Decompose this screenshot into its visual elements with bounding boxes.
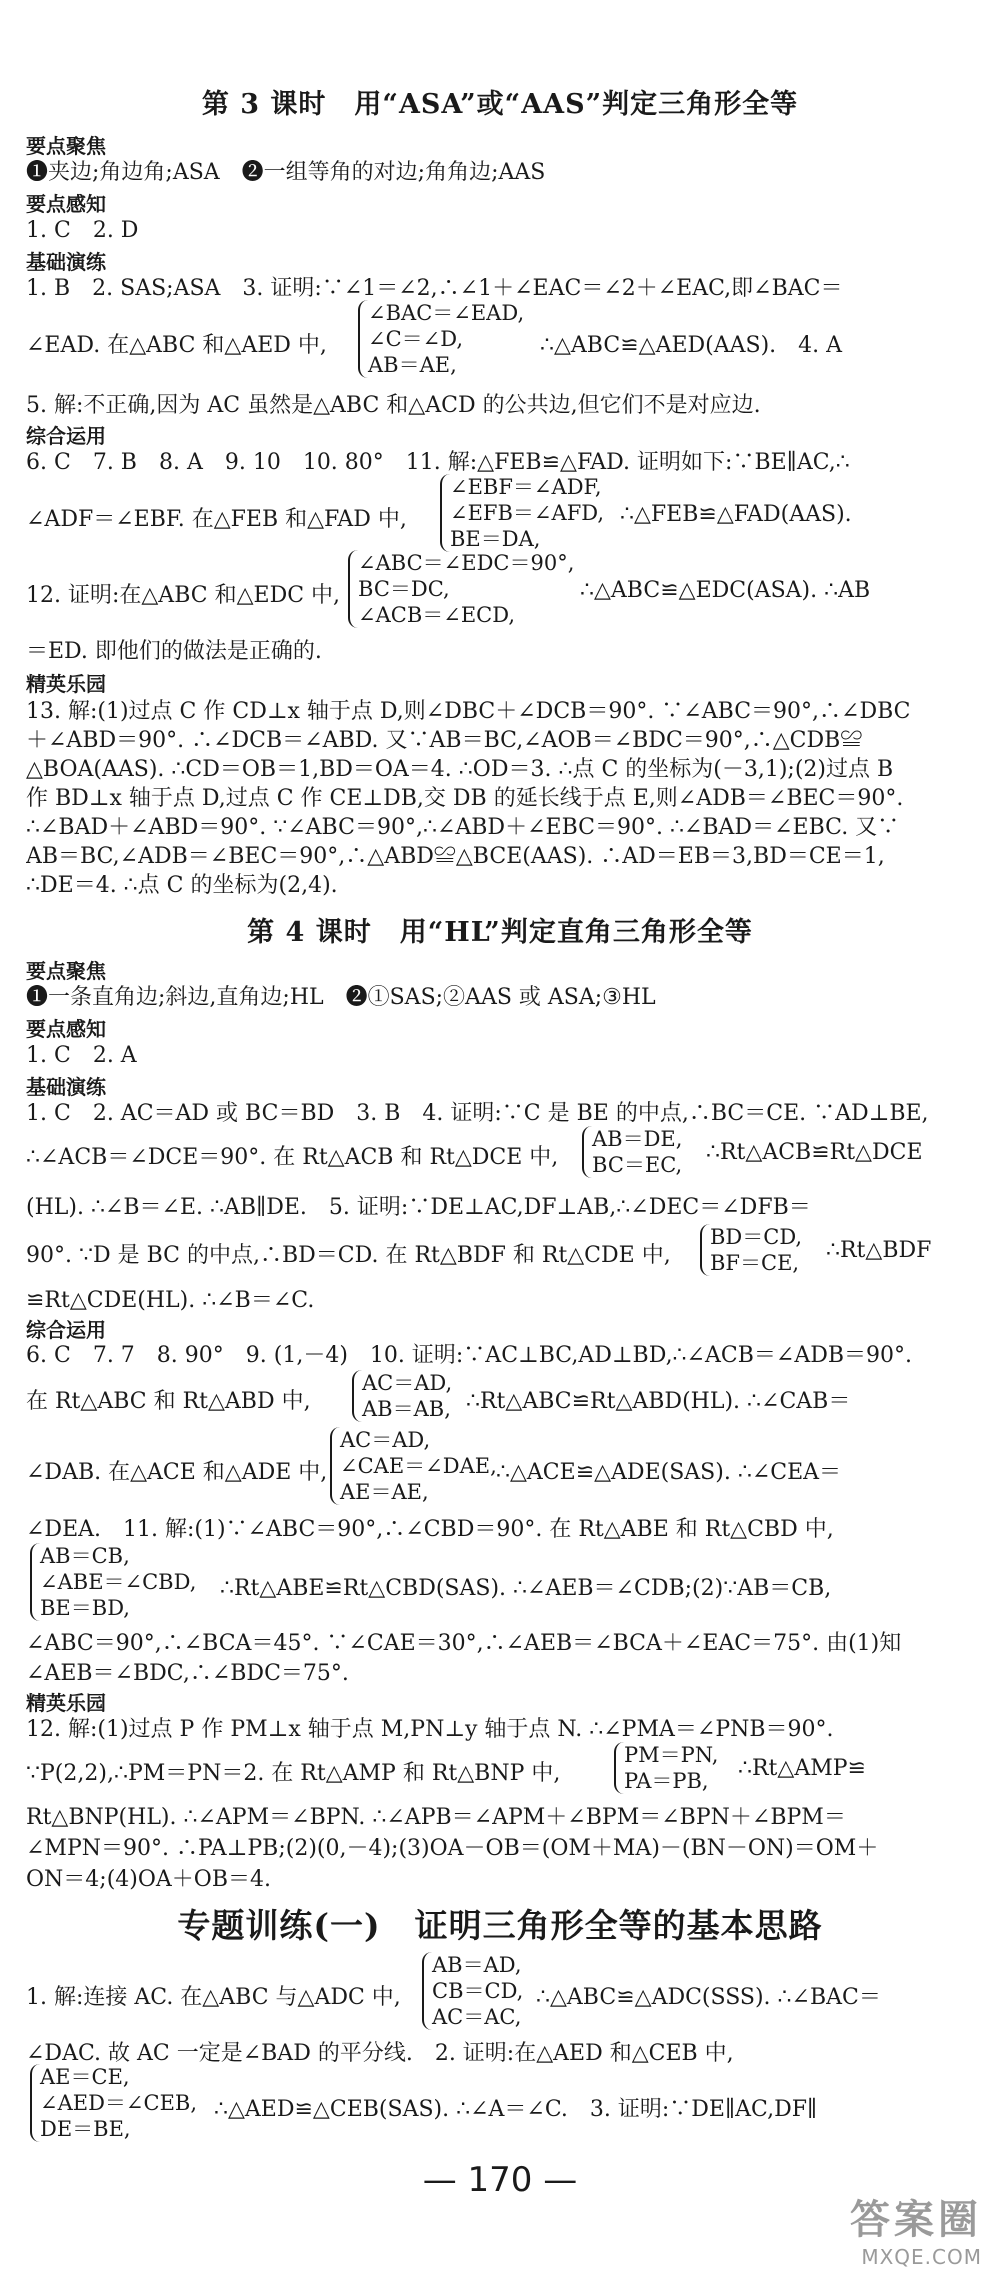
watermark-logo	[850, 2188, 982, 2269]
equation-row: CB＝CD,	[432, 1979, 524, 2003]
lesson4-apply-line-2a: 在 Rt△ABC 和 Rt△ABD 中,	[26, 1389, 311, 1414]
special1-title: 专题训练(一) 证明三角形全等的基本思路	[177, 1906, 823, 1945]
lesson4-apply-equation-system-3	[30, 1543, 196, 1621]
lesson3-apply-line-2a: ∠ADF＝∠EBF. 在△FEB 和△FAD 中,	[26, 507, 407, 532]
lesson4-apply-line-3a: ∠DAB. 在△ACE 和△ADE 中,	[26, 1460, 328, 1485]
lesson3-basic-equation-system	[358, 300, 524, 378]
equation-row: ∠ABC＝∠EDC＝90°,	[358, 551, 575, 575]
lesson4-apply-line-4: ∠DEA. 11. 解:(1)∵∠ABC＝90°,∴∠CBD＝90°. 在 Rt△ABE 和 Rt△CBD 中,	[26, 1517, 834, 1542]
watermark-url: MXQE.COM	[861, 2245, 982, 2269]
equation-row: AB＝AE,	[368, 353, 457, 377]
lesson4-elite-line-2b: ∴Rt△AMP≌	[738, 1756, 866, 1781]
lesson4-basic-equation-system	[582, 1126, 682, 1178]
lesson4-apply-line-6: ∠ABC＝90°,∴∠BCA＝45°. ∵∠CAE＝30°,∴∠AEB＝∠BCA＋∠EAC＝75°. 由(1)知	[26, 1631, 902, 1656]
lesson4-elite-equation-system	[614, 1742, 718, 1794]
lesson3-elite-heading: 精英乐园	[26, 672, 106, 696]
equation-row: ∠CAE＝∠DAE,	[340, 1454, 497, 1478]
lesson3-apply-line-4: ＝ED. 即他们的做法是正确的.	[26, 639, 322, 664]
lesson4-basic-equation-system-2	[700, 1224, 802, 1276]
lesson4-apply-line-7: ∠AEB＝∠BDC,∴∠BDC＝75°.	[26, 1661, 349, 1686]
special1-line-2: ∠DAC. 故 AC 一定是∠BAD 的平分线. 2. 证明:在△AED 和△CEB 中,	[26, 2041, 734, 2066]
special1-line-3b: ∴△AED≌△CEB(SAS). ∴∠A＝∠C. 3. 证明:∵DE∥AC,DF∥	[214, 2097, 818, 2122]
lesson4-perceive-text: 1. C 2. A	[26, 1043, 137, 1068]
equation-row: AB＝DE,	[592, 1127, 683, 1151]
page-number: — 170 —	[422, 2160, 578, 2200]
equation-row: BD＝CD,	[710, 1225, 803, 1249]
lesson3-basic-line-2a: ∠EAD. 在△ABC 和△AED 中,	[26, 333, 327, 358]
equation-row: PA＝PB,	[624, 1769, 709, 1793]
lesson3-perceive-text: 1. C 2. D	[26, 218, 139, 243]
lesson3-apply-line-3b: ∴△ABC≌△EDC(ASA). ∴AB	[580, 578, 871, 603]
lesson3-elite-line: ∴DE＝4. ∴点 C 的坐标为(2,4).	[26, 873, 338, 898]
lesson3-basic-heading: 基础演练	[26, 250, 106, 274]
lesson3-basic-line-3: 5. 解:不正确,因为 AC 虽然是△ABC 和△ACD 的公共边,但它们不是对应边.	[26, 393, 761, 418]
lesson4-elite-line-2a: ∵P(2,2),∴PM＝PN＝2. 在 Rt△AMP 和 Rt△BNP 中,	[26, 1761, 561, 1786]
lesson3-focus-text: ❶夹边;角边角;ASA ❷一组等角的对边;角角边;AAS	[26, 160, 546, 185]
equation-row: ∠EFB＝∠AFD,	[450, 501, 605, 525]
lesson4-basic-line-4b: ∴Rt△BDF	[826, 1238, 932, 1263]
lesson3-elite-line: ∴∠BAD＋∠ABD＝90°. ∵∠ABC＝90°,∴∠ABD＋∠EBC＝90°. ∴∠BAD＝∠EBC. 又∵	[26, 815, 900, 840]
watermark-brand: 答案圈	[850, 2197, 982, 2243]
special1-line-1a: 1. 解:连接 AC. 在△ABC 与△ADC 中,	[26, 1985, 401, 2010]
lesson3-title: 第 3 课时 用“ASA”或“AAS”判定三角形全等	[201, 89, 799, 120]
lesson3-focus-heading: 要点聚焦	[26, 134, 106, 158]
equation-row: BE＝BD,	[40, 1596, 130, 1620]
lesson3-apply-equation-system-2	[348, 550, 574, 628]
lesson4-basic-line-2b: ∴Rt△ACB≌Rt△DCE	[706, 1140, 923, 1165]
equation-row: ∠EBF＝∠ADF,	[450, 475, 602, 499]
equation-row: ∠C＝∠D,	[368, 327, 464, 351]
lesson3-elite-line: ＋∠ABD＝90°. ∴∠DCB＝∠ABD. 又∵AB＝BC,∠AOB＝∠BDC＝90°,∴△CDB≌	[26, 728, 863, 753]
equation-row: BC＝EC,	[592, 1153, 683, 1177]
lesson4-apply-line-5b: ∴Rt△ABE≌Rt△CBD(SAS). ∴∠AEB＝∠CDB;(2)∵AB＝CB,	[220, 1576, 832, 1601]
lesson4-focus-heading: 要点聚焦	[26, 959, 106, 983]
equation-row: BC＝DC,	[358, 577, 450, 601]
lesson3-elite-line: AB＝BC,∠ADB＝∠BEC＝90°,∴△ABD≌△BCE(AAS). ∴AD＝EB＝3,BD＝CE＝1,	[26, 844, 885, 869]
equation-row: AB＝AB,	[362, 1397, 451, 1421]
special1-equation-system-2	[30, 2064, 197, 2142]
lesson4-elite-line: ON＝4;(4)OA＋OB＝4.	[26, 1867, 271, 1892]
equation-row: BF＝CE,	[710, 1251, 800, 1275]
equation-row: AB＝CB,	[40, 1544, 130, 1568]
lesson4-basic-line-2a: ∴∠ACB＝∠DCE＝90°. 在 Rt△ACB 和 Rt△DCE 中,	[26, 1145, 559, 1170]
special1-line-1b: ∴△ABC≌△ADC(SSS). ∴∠BAC＝	[536, 1985, 881, 2010]
lesson4-elite-line: Rt△BNP(HL). ∴∠APM＝∠BPN. ∴∠APB＝∠APM＋∠BPM＝∠BPN＋∠BPM＝	[26, 1805, 846, 1830]
lesson4-apply-equation-system-2	[330, 1427, 497, 1505]
equation-row: AC＝AD,	[340, 1428, 431, 1452]
lesson4-basic-heading: 基础演练	[26, 1075, 106, 1099]
equation-row: AB＝AD,	[432, 1953, 522, 1977]
equation-row: ∠BAC＝∠EAD,	[368, 301, 525, 325]
special1-equation-system	[422, 1952, 523, 2030]
lesson3-apply-equation-system	[440, 474, 604, 552]
equation-row: ∠ABE＝∠CBD,	[40, 1570, 197, 1594]
equation-row: AE＝CE,	[40, 2065, 130, 2089]
equation-row: AC＝AD,	[362, 1371, 453, 1395]
equation-row: DE＝BE,	[40, 2117, 131, 2141]
equation-row: ∠AED＝∠CEB,	[40, 2091, 198, 2115]
lesson4-elite-heading: 精英乐园	[26, 1691, 106, 1715]
lesson3-elite-line: 作 BD⊥x 轴于点 D,过点 C 作 CE⊥DB,交 DB 的延长线于点 E,则∠ADB＝∠BEC＝90°.	[26, 786, 904, 811]
lesson4-apply-heading: 综合运用	[26, 1318, 106, 1342]
lesson4-elite-line: ∠MPN＝90°. ∴PA⊥PB;(2)(0,－4);(3)OA－OB＝(OM＋MA)－(BN－ON)＝OM＋	[26, 1836, 879, 1861]
equation-row: AE＝AE,	[340, 1480, 429, 1504]
lesson4-perceive-heading: 要点感知	[26, 1017, 106, 1041]
lesson3-elite-line: 13. 解:(1)过点 C 作 CD⊥x 轴于点 D,则∠DBC＋∠DCB＝90°. ∵∠ABC＝90°,∴∠DBC	[26, 699, 911, 724]
equation-row: AC＝AC,	[432, 2005, 522, 2029]
lesson3-basic-line-2b: ∴△ABC≌△AED(AAS). 4. A	[540, 333, 843, 358]
equation-row: BE＝DA,	[450, 527, 541, 551]
lesson4-basic-line-3: (HL). ∴∠B＝∠E. ∴AB∥DE. 5. 证明:∵DE⊥AC,DF⊥AB,∴∠DEC＝∠DFB＝	[26, 1195, 811, 1220]
lesson3-apply-line-3a: 12. 证明:在△ABC 和△EDC 中,	[26, 583, 341, 608]
lesson4-focus-text: ❶一条直角边;斜边,直角边;HL ❷①SAS;②AAS 或 ASA;③HL	[26, 985, 656, 1010]
lesson4-basic-line-1: 1. C 2. AC＝AD 或 BC＝BD 3. B 4. 证明:∵C 是 BE 的中点,∴BC＝CE. ∵AD⊥BE,	[26, 1101, 929, 1126]
lesson4-apply-equation-system	[352, 1370, 452, 1422]
lesson4-apply-line-2b: ∴Rt△ABC≌Rt△ABD(HL). ∴∠CAB＝	[466, 1389, 851, 1414]
lesson4-apply-line-3b: ∴△ACE≌△ADE(SAS). ∴∠CEA＝	[496, 1460, 842, 1485]
lesson3-elite-line: △BOA(AAS). ∴CD＝OB＝1,BD＝OA＝4. ∴OD＝3. ∴点 C 的坐标为(－3,1);(2)过点 B	[26, 757, 894, 782]
lesson4-elite-line-1: 12. 解:(1)过点 P 作 PM⊥x 轴于点 M,PN⊥y 轴于点 N. ∴∠PMA＝∠PNB＝90°.	[26, 1717, 834, 1742]
lesson3-apply-line-1: 6. C 7. B 8. A 9. 10 10. 80° 11. 解:△FEB≌△FAD. 证明如下:∵BE∥AC,∴	[26, 450, 850, 475]
equation-row: ∠ACB＝∠ECD,	[358, 603, 516, 627]
lesson4-apply-line-1: 6. C 7. 7 8. 90° 9. (1,－4) 10. 证明:∵AC⊥BC,AD⊥BD,∴∠ACB＝∠ADB＝90°.	[26, 1343, 912, 1368]
lesson3-apply-heading: 综合运用	[26, 424, 106, 448]
lesson3-perceive-heading: 要点感知	[26, 192, 106, 216]
lesson4-basic-line-5: ≌Rt△CDE(HL). ∴∠B＝∠C.	[26, 1288, 315, 1313]
lesson3-basic-line-1: 1. B 2. SAS;ASA 3. 证明:∵∠1＝∠2,∴∠1＋∠EAC＝∠2＋∠EAC,即∠BAC＝	[26, 276, 843, 301]
equation-row: PM＝PN,	[624, 1743, 719, 1767]
lesson4-basic-line-4a: 90°. ∵D 是 BC 的中点,∴BD＝CD. 在 Rt△BDF 和 Rt△CDE 中,	[26, 1243, 671, 1268]
lesson4-title: 第 4 课时 用“HL”判定直角三角形全等	[247, 917, 753, 948]
lesson3-apply-line-2b: ∴△FEB≌△FAD(AAS).	[620, 502, 852, 527]
